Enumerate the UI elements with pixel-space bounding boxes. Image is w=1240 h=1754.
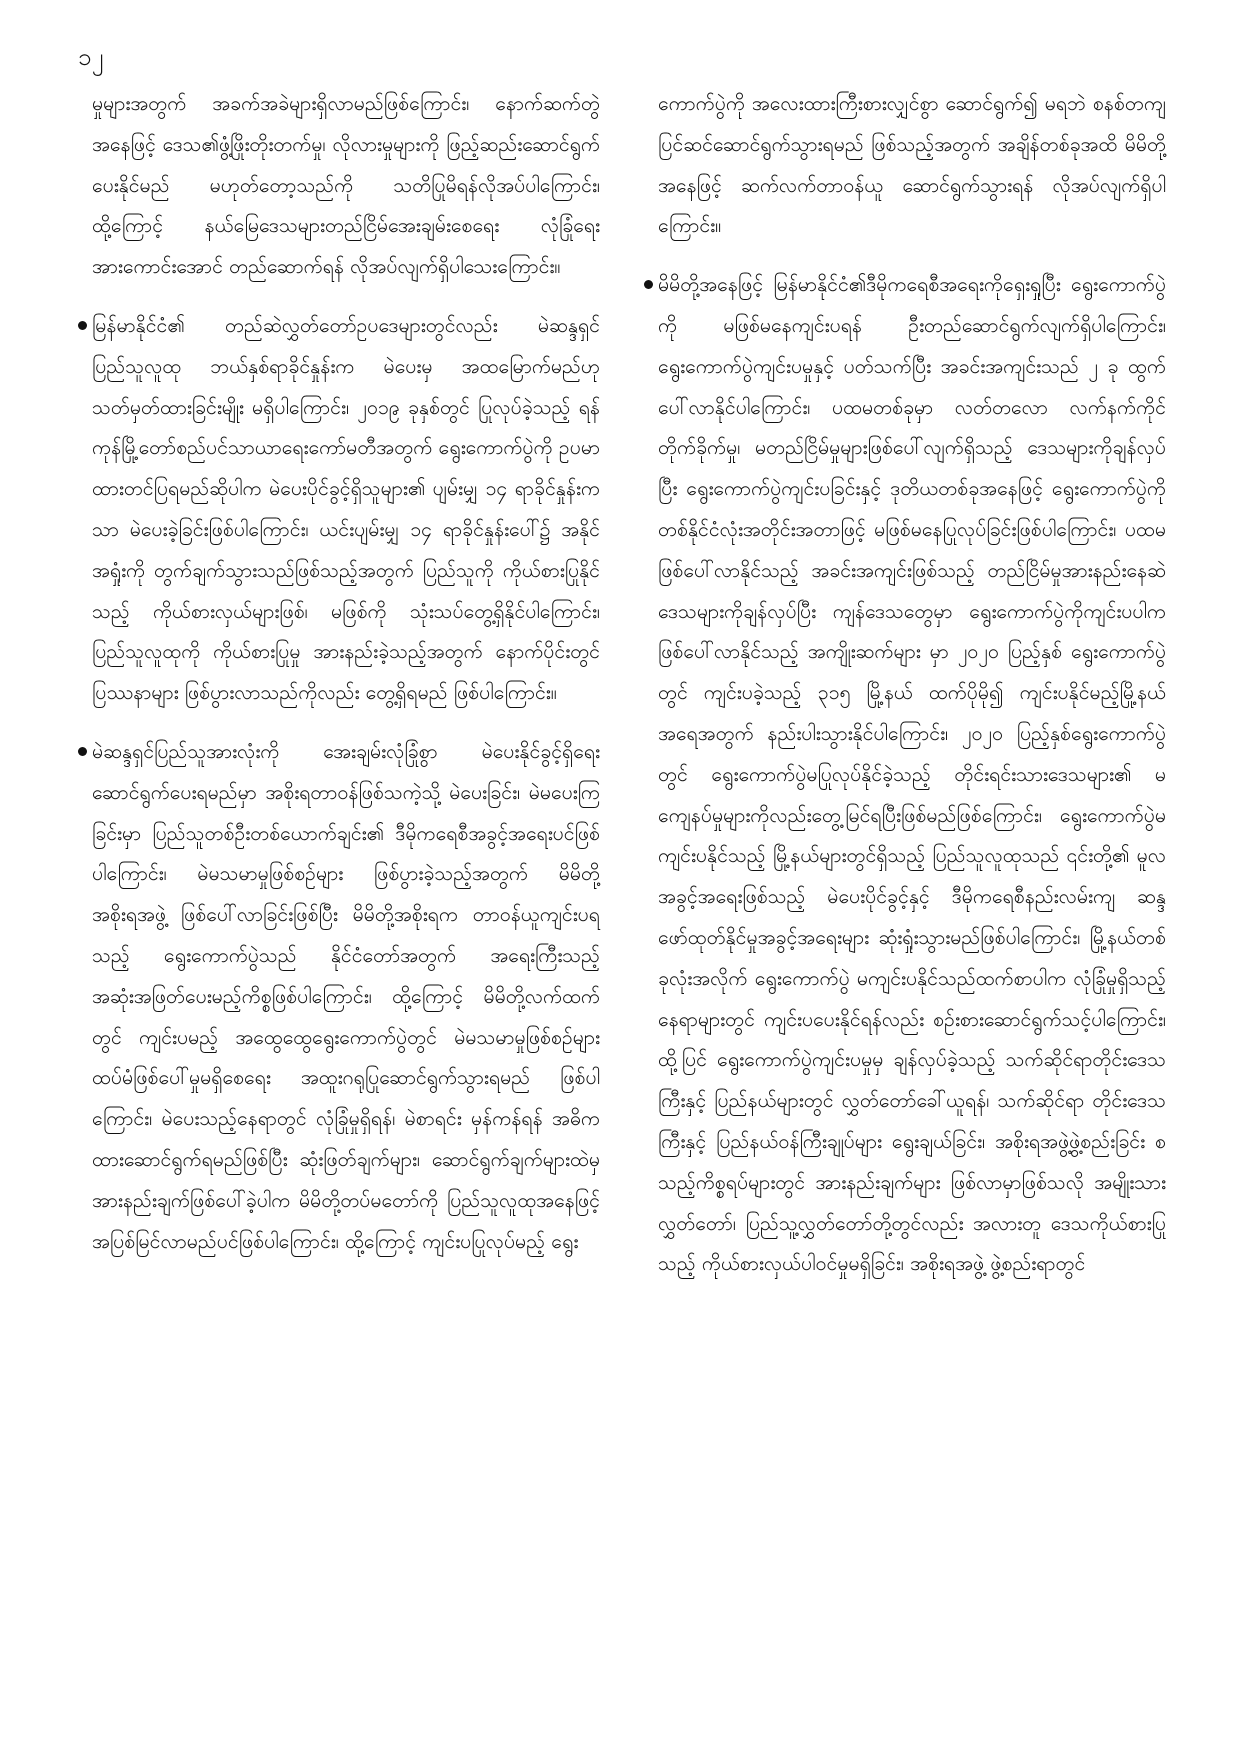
bullet-icon [78, 747, 87, 756]
right-continuation-paragraph: ကောက်ပွဲကို အလေးထားကြီးစားလျှင်စွာ ဆောင်ရွက်၍ မရဘဲ စနစ်တကျ ပြင်ဆင်ဆောင်ရွက်သွားရမည် ဖြစ်သည့်အတွက် အချိန်တစ်ခုအထိ မိမိတို့အနေဖြင့် ဆက်လက်တာဝန်ယူ ဆောင်ရွက်သွားရန် လိုအပ်လျက်ရှိပါကြောင်း။ [658, 92, 1166, 238]
left-bullet-paragraph-1 [92, 306, 600, 714]
right-column [658, 84, 1166, 1285]
left-bullet-text-1: မြန်မာနိုင်ငံ၏ တည်ဆဲလွှတ်တော်ဥပဒေများတွင်လည်း မဲဆန္ဒရှင်ပြည်သူလူထု ဘယ်နှစ်ရာခိုင်နှုန်းက မဲပေးမှ အထမြောက်မည်ဟု သတ်မှတ်ထားခြင်းမျိုး မရှိပါကြောင်း၊ ၂၀၁၉ ခုနှစ်တွင် ပြုလုပ်ခဲ့သည့် ရန်ကုန်မြို့တော်စည်ပင်သာယာရေးကော်မတီအတွက် ရွေးကောက်ပွဲကို ဥပမာထားတင်ပြရမည်ဆိုပါက မဲပေးပိုင်ခွင့်ရှိသူများ၏ ပျမ်းမျှ ၁၄ ရာခိုင်နှုန်းကသာ မဲပေးခဲ့ခြင်းဖြစ်ပါကြောင်း၊ ယင်းပျမ်းမျှ ၁၄ ရာခိုင်နှုန်းပေါ်၌ အနိုင်အရှုံးကို တွက်ချက်သွားသည်ဖြစ်သည့်အတွက် ပြည်သူကို ကိုယ်စားပြုနိုင်သည့် ကိုယ်စားလှယ်များဖြစ်၊ မဖြစ်ကို သုံးသပ်တွေ့ရှိနိုင်ပါကြောင်း၊ ပြည်သူလူထုကို ကိုယ်စားပြုမှု အားနည်းခဲ့သည့်အတွက် နောက်ပိုင်းတွင် ပြဿနာများ ဖြစ်ပွားလာသည်ကိုလည်း တွေ့ရှိရမည် ဖြစ်ပါကြောင်း။ [92, 313, 600, 705]
page-number: ၁၂ [78, 43, 104, 71]
bullet-icon [78, 321, 87, 330]
left-bullet-text-2: မဲဆန္ဒရှင်ပြည်သူအားလုံးကို အေးချမ်းလုံခြုံစွာ မဲပေးနိုင်ခွင့်ရှိရေး ဆောင်ရွက်ပေးရမည်မှာ အစိုးရတာဝန်ဖြစ်သကဲ့သို့ မဲပေးခြင်း၊ မဲမပေးကြခြင်းမှာ ပြည်သူတစ်ဦးတစ်ယောက်ချင်း၏ ဒီမိုကရေစီအခွင့်အရေးပင်ဖြစ်ပါကြောင်း၊ မဲမသမာမှုဖြစ်စဉ်များ ဖြစ်ပွားခဲ့သည့်အတွက် မိမိတို့အစိုးရအဖွဲ့ ဖြစ်ပေါ်လာခြင်းဖြစ်ပြီး မိမိတို့အစိုးရက တာဝန်ယူကျင်းပရသည့် ရွေးကောက်ပွဲသည် နိုင်ငံတော်အတွက် အရေးကြီးသည့် အဆုံးအဖြတ်ပေးမည့်ကိစ္စဖြစ်ပါကြောင်း၊ ထို့ကြောင့် မိမိတို့လက်ထက်တွင် ကျင်းပမည့် အထွေထွေရွေးကောက်ပွဲတွင် မဲမသမာမှုဖြစ်စဉ်များ ထပ်မံဖြစ်ပေါ်မှုမရှိစေရေး အထူးဂရုပြုဆောင်ရွက်သွားရမည် ဖြစ်ပါကြောင်း၊ မဲပေးသည့်နေရာတွင် လုံခြုံမှုရှိရန်၊ မဲစာရင်း မှန်ကန်ရန် အဓိကထားဆောင်ရွက်ရမည်ဖြစ်ပြီး ဆုံးဖြတ်ချက်များ၊ ဆောင်ရွက်ချက်များထဲမှ အားနည်းချက်ဖြစ်ပေါ်ခဲ့ပါက မိမိတို့တပ်မတော်ကို ပြည်သူလူထုအနေဖြင့် အပြစ်မြင်လာမည်ပင်ဖြစ်ပါကြောင်း၊ ထို့ကြောင့် ကျင်းပပြုလုပ်မည့် ရွေး [92, 739, 600, 1253]
left-bullet-paragraph-2 [92, 732, 600, 1262]
bullet-icon [644, 280, 653, 289]
left-continuation-paragraph: မှုများအတွက် အခက်အခဲများရှိလာမည်ဖြစ်ကြောင်း၊ နောက်ဆက်တွဲအနေဖြင့် ဒေသ၏ဖွံ့ဖြိုးတိုးတက်မှု၊ လိုလားမှုများကို ဖြည့်ဆည်းဆောင်ရွက်ပေးနိုင်မည် မဟုတ်တော့သည်ကို သတိပြုမိရန်လိုအပ်ပါကြောင်း၊ ထို့ကြောင့် နယ်မြေဒေသများတည်ငြိမ်အေးချမ်းစေရေး လုံခြုံရေးအားကောင်းအောင် တည်ဆောက်ရန် လိုအပ်လျက်ရှိပါသေးကြောင်း။ [92, 92, 600, 279]
right-bullet-paragraph-1 [658, 265, 1166, 1285]
right-bullet-text-1: မိမိတို့အနေဖြင့် မြန်မာနိုင်ငံ၏ဒီမိုကရေစီအရေးကိုရှေးရှုပြီး ရွေးကောက်ပွဲကို မဖြစ်မနေကျင်းပရန် ဦးတည်ဆောင်ရွက်လျက်ရှိပါကြောင်း၊ ရွေးကောက်ပွဲကျင်းပမှုနှင့် ပတ်သက်ပြီး အခင်းအကျင်းသည် ၂ ခု ထွက်ပေါ်လာနိုင်ပါကြောင်း၊ ပထမတစ်ခုမှာ လတ်တလော လက်နက်ကိုင်တိုက်ခိုက်မှု၊ မတည်ငြိမ်မှုများဖြစ်ပေါ်လျက်ရှိသည့် ဒေသများကိုချန်လှပ်ပြီး ရွေးကောက်ပွဲကျင်းပခြင်းနှင့် ဒုတိယတစ်ခုအနေဖြင့် ရွေးကောက်ပွဲကို တစ်နိုင်ငံလုံးအတိုင်းအတာဖြင့် မဖြစ်မနေပြုလုပ်ခြင်းဖြစ်ပါကြောင်း၊ ပထမဖြစ်ပေါ်လာနိုင်သည့် အခင်းအကျင်းဖြစ်သည့် တည်ငြိမ်မှုအားနည်းနေဆဲဒေသများကိုချန်လှပ်ပြီး ကျန်ဒေသတွေမှာ ရွေးကောက်ပွဲကိုကျင်းပပါက ဖြစ်ပေါ်လာနိုင်သည့် အကျိုးဆက်များ မှာ ၂၀၂၀ ပြည့်နှစ် ရွေးကောက်ပွဲတွင် ကျင်းပခဲ့သည့် ၃၁၅ မြို့နယ် ထက်ပိုမို၍ ကျင်းပနိုင်မည့်မြို့နယ်အရေအတွက် နည်းပါးသွားနိုင်ပါကြောင်း၊ ၂၀၂၀ ပြည့်နှစ်ရွေးကောက်ပွဲတွင် ရွေးကောက်ပွဲမပြုလုပ်နိုင်ခဲ့သည့် တိုင်းရင်းသားဒေသများ၏ မကျေနပ်မှုများကိုလည်းတွေ့မြင်ရပြီးဖြစ်မည်ဖြစ်ကြောင်း၊ ရွေးကောက်ပွဲမကျင်းပနိုင်သည့် မြို့နယ်များတွင်ရှိသည့် ပြည်သူလူထုသည် ၎င်းတို့၏ မူလအခွင့်အရေးဖြစ်သည့် မဲပေးပိုင်ခွင့်နှင့် ဒီမိုကရေစီနည်းလမ်းကျ ဆန္ဒဖော်ထုတ်နိုင်မှုအခွင့်အရေးများ ဆုံးရှုံးသွားမည်ဖြစ်ပါကြောင်း၊ မြို့နယ်တစ်ခုလုံးအလိုက် ရွေးကောက်ပွဲ မကျင်းပနိုင်သည်ထက်စာပါက လုံခြုံမှုရှိသည့်နေရာများတွင် ကျင်းပပေးနိုင်ရန်လည်း စဉ်းစားဆောင်ရွက်သင့်ပါကြောင်း၊ ထို့ပြင် ရွေးကောက်ပွဲကျင်းပမှုမှ ချန်လှပ်ခဲ့သည့် သက်ဆိုင်ရာတိုင်းဒေသကြီးနှင့် ပြည်နယ်များတွင် လွှတ်တော်ခေါ်ယူရန်၊ သက်ဆိုင်ရာ တိုင်းဒေသကြီးနှင့် ပြည်နယ်ဝန်ကြီးချုပ်များ ရွေးချယ်ခြင်း၊ အစိုးရအဖွဲ့ဖွဲ့စည်းခြင်း စသည့်ကိစ္စရပ်များတွင် အားနည်းချက်များ ဖြစ်လာမှာဖြစ်သလို အမျိုးသားလွှတ်တော်၊ ပြည်သူ့လွှတ်တော်တို့တွင်လည်း အလားတူ ဒေသကိုယ်စားပြုသည့် ကိုယ်စားလှယ်ပါဝင်မှုမရှိခြင်း၊ အစိုးရအဖွဲ့ ဖွဲ့စည်းရာတွင် [658, 273, 1166, 1276]
left-column [92, 84, 600, 1262]
